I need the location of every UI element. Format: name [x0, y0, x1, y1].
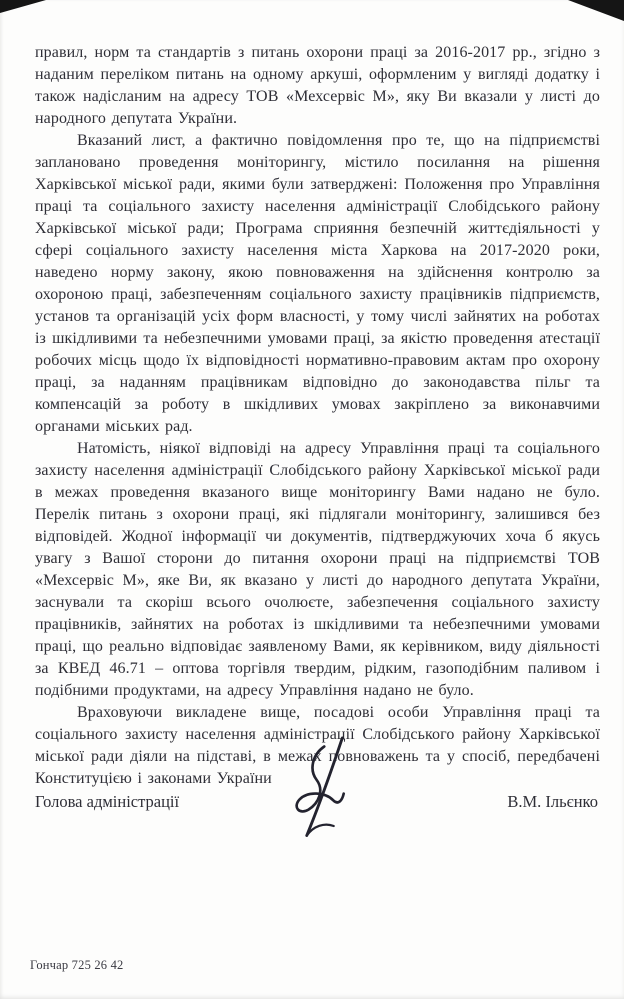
scan-artifact-top-left — [0, 0, 46, 13]
handwritten-signature — [253, 731, 393, 844]
paragraph: Враховуючи викладене вище, посадові особи Управління праці та соціального захисту населення адміністрації Слобідського району Харківської міської ради діяли на підставі, в межах повноважень та у спосіб, передбачені Конституцією і законами України — [35, 704, 600, 787]
footer-note: Гончар 725 26 42 — [30, 958, 124, 972]
paragraph-continuation: правил, норм та стандартів з питань охорони праці за 2016-2017 рр., згідно з наданим переліком питань на одному аркуші, оформленим у вигляді додатку і також надісланим на адресу ТОВ «Мехсервіс М», яку Ви вказали у листі до народного депутата України. — [35, 44, 600, 127]
letter-body — [35, 42, 600, 790]
signer-title: Голова адміністрації — [35, 792, 180, 811]
paragraph: Вказаний лист, а фактично повідомлення про те, що на підприємстві заплановано проведення моніторингу, містило посилання на рішення Харківської міської ради, якими були затверджені: Положення про Управління праці та соціального захисту населення адміністрації Слобідського району Харківської міської ради; Програма сприяння безпечній життєдіяльності у сфері соціального захисту населення міста Харкова на 2017-2020 роки, наведено норму закону, якою повноваження на здійснення контролю за охороною праці, забезпеченням соціального захисту працівників підприємств, установ та організацій усіх форм власності, у тому числі зайнятих на роботах із шкідливими та небезпечними умовами праці, за якістю проведення атестації робочих місць щодо їх відповідності нормативно-правовим актам про охорону праці, за наданням працівникам відповідно до законодавства пільг та компенсацій за роботу в шкідливих умовах закріплено за виконавчими органами міських рад. — [35, 132, 600, 435]
scan-artifact-top-right — [568, 0, 624, 21]
signer-name: В.М. Ільєнко — [507, 792, 598, 811]
signature-block — [35, 792, 598, 812]
paragraph: Натомість, ніякої відповіді на адресу Управління праці та соціального захисту населення адміністрації Слобідського району Харківської міської ради в межах проведення вказаного вище моніторингу Вами надано не було. Перелік питань з охорони праці, які підлягали моніторингу, залишився без відповідей. Жодної інформації чи документів, підтверджуючих хоча б якусь увагу з Вашої сторони до питання охорони праці на підприємстві ТОВ «Мехсервіс М», яке Ви, як вказано у листі до народного депутата України, заснували та скоріш всього очолюєте, забезпечення соціального захисту працівників, зайнятих на роботах із шкідливими та небезпечними умовами праці, що реально відповідає заявленому Вами, як керівником, виду діяльності за КВЕД 46.71 – оптова торгівля твердим, рідким, газоподібним паливом і подібними продуктами, на адресу Управління надано не було. — [35, 440, 600, 699]
